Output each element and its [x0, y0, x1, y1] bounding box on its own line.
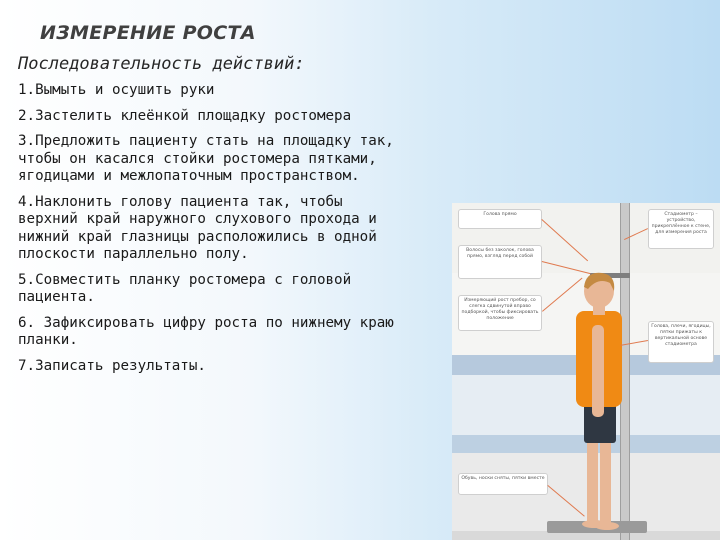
- step-item: 3.Предложить пациенту стать на площадку так, чтобы он касался стойки ростомера пятками, ягодицами и межлопаточным пространством.: [18, 133, 394, 184]
- step-item: 1.Вымыть и осушить руки: [18, 82, 215, 98]
- child-leg: [587, 441, 598, 523]
- step-item: 4.Наклонить голову пациента так, чтобы верхний край наружного слухового прохода и нижний край глазницы расположились в одной плоскости параллельно полу.: [18, 193, 377, 262]
- callout-stadiometer: Стадиометр – устройство, прикреплённое к стене, для измерения роста: [648, 209, 714, 249]
- step-item: 6. Зафиксировать цифру роста по нижнему краю планки.: [18, 314, 394, 348]
- slide-subtitle: Последовательность действий:: [18, 54, 305, 74]
- callout-body: Голова, плечи, ягодицы, пятки прижаты к вертикальной основе стадиометра: [648, 321, 714, 363]
- callout-headpiece: Измеряющий рост пребор, со слегка сдвинутой вправо подборкой, чтобы фиксировать положение: [458, 295, 542, 331]
- steps-list: [18, 82, 398, 383]
- step-item: 7.Записать результаты.: [18, 357, 206, 374]
- callout-hair: Волосы без заколок, голова прямо, взгляд перед собой: [458, 245, 542, 279]
- height-measurement-photo: [452, 203, 720, 540]
- child-foot: [595, 522, 619, 530]
- callout-shoes: Обувь, носки сняты, пятки вместе: [458, 473, 548, 495]
- child-arm: [592, 325, 604, 417]
- child-leg: [600, 441, 611, 523]
- callout-head-straight: Голова прямо: [458, 209, 542, 229]
- step-item: 5.Совместить планку ростомера с головой пациента.: [18, 271, 352, 305]
- step-item: 2.Застелить клеёнкой площадку ростомера: [18, 107, 352, 124]
- slide-title: ИЗМЕРЕНИЕ РОСТА: [40, 22, 256, 44]
